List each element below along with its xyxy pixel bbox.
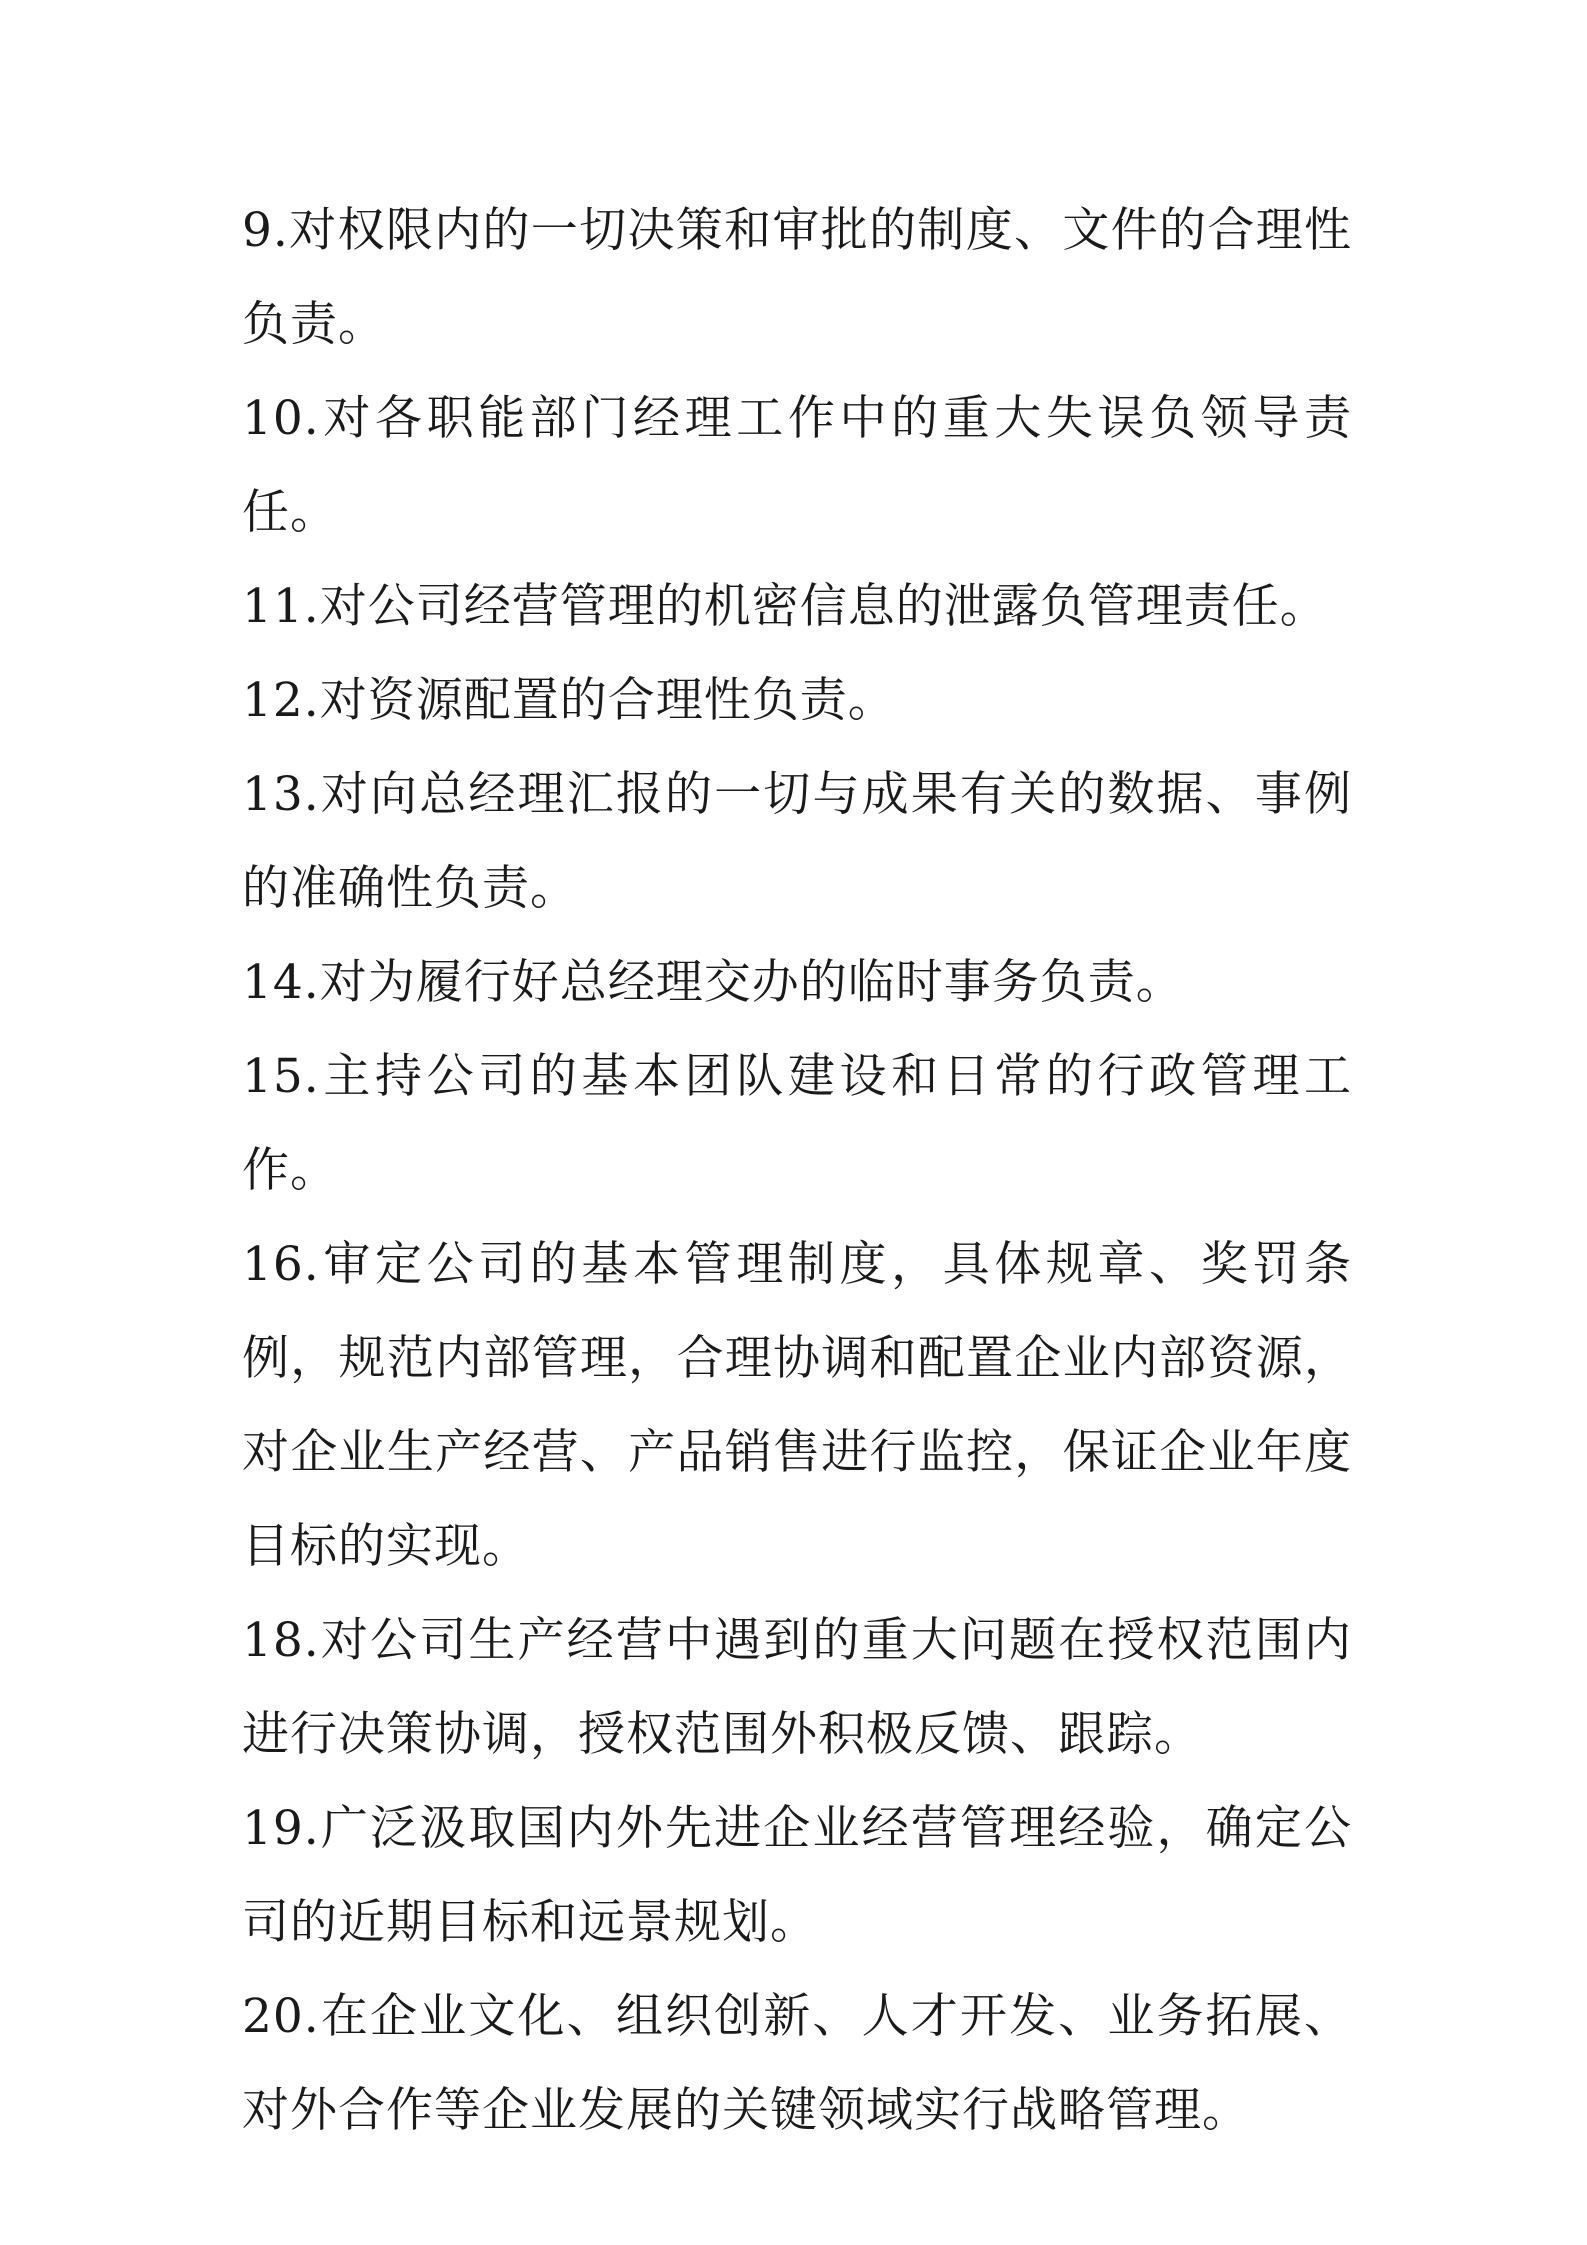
list-item: 12.对资源配置的合理性负责。: [242, 673, 896, 728]
list-item: 10.对各职能部门经理工作中的重大失误负领导责任。: [242, 391, 1352, 540]
list-item: 11.对公司经营管理的机密信息的泄露负管理责任。: [242, 579, 1328, 634]
document-body: [242, 184, 1352, 2158]
list-item: 13.对向总经理汇报的一切与成果有关的数据、事例的准确性负责。: [242, 767, 1352, 916]
list-item: 20.在企业文化、组织创新、人才开发、业务拓展、对外合作等企业发展的关键领域实行战略管理。: [242, 1989, 1352, 2138]
list-item: 15.主持公司的基本团队建设和日常的行政管理工作。: [242, 1049, 1352, 1198]
list-item: 18.对公司生产经营中遇到的重大问题在授权范围内进行决策协调，授权范围外积极反馈、跟踪。: [242, 1613, 1352, 1762]
list-item: 14.对为履行好总经理交办的临时事务负责。: [242, 955, 1184, 1010]
list-item: 19.广泛汲取国内外先进企业经营管理经验，确定公司的近期目标和远景规划。: [242, 1801, 1352, 1950]
list-item: 16.审定公司的基本管理制度，具体规章、奖罚条例，规范内部管理，合理协调和配置企业内部资源，对企业生产经营、产品销售进行监控，保证企业年度目标的实现。: [242, 1237, 1352, 1574]
list-item: 9.对权限内的一切决策和审批的制度、文件的合理性负责。: [242, 203, 1352, 352]
